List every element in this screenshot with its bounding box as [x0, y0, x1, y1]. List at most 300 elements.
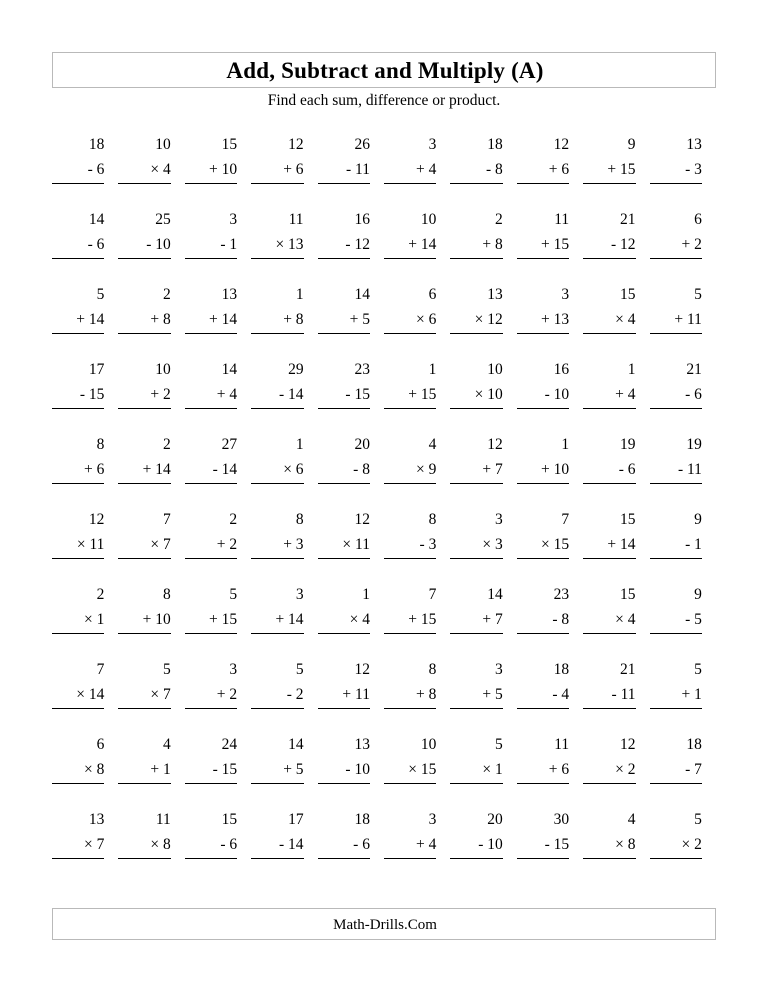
problem-cell [118, 732, 184, 807]
operator-operand-bottom: + 15 [384, 382, 436, 409]
operand-top: 5 [694, 811, 702, 828]
operand-top: 2 [494, 211, 503, 228]
operator-operand-bottom: + 15 [185, 607, 237, 634]
problem-cell [318, 807, 384, 882]
problem-cell [650, 207, 716, 282]
operand-top: 13 [221, 286, 238, 303]
problem-cell [251, 432, 317, 507]
operand-top: 14 [221, 361, 238, 378]
problem-cell [318, 357, 384, 432]
operand-top: 27 [221, 436, 238, 453]
operator-operand-bottom: × 2 [583, 757, 635, 784]
operator-operand-bottom: × 11 [52, 532, 104, 559]
problem-row [52, 657, 716, 732]
operand-top: 5 [494, 736, 503, 753]
problem-cell [583, 732, 649, 807]
operator-operand-bottom: + 8 [251, 307, 303, 334]
problem-cell [185, 207, 251, 282]
problem-cell [52, 282, 118, 357]
operator-operand-bottom: - 7 [650, 757, 702, 784]
operand-top: 14 [88, 211, 105, 228]
operator-operand-bottom: × 13 [251, 232, 303, 259]
operand-top: 12 [354, 511, 370, 528]
operand-top: 9 [694, 511, 702, 528]
operator-operand-bottom: + 7 [450, 607, 502, 634]
operand-top: 4 [163, 736, 171, 753]
operand-top: 1 [295, 436, 304, 453]
problem-cell [251, 357, 317, 432]
operator-operand-bottom: + 6 [517, 157, 569, 184]
operand-top: 5 [295, 661, 304, 678]
operator-operand-bottom: × 10 [450, 382, 502, 409]
operator-operand-bottom: - 8 [450, 157, 502, 184]
operand-top: 23 [354, 361, 370, 378]
operand-top: 2 [96, 586, 105, 603]
operator-operand-bottom: × 3 [450, 532, 502, 559]
operand-top: 3 [494, 661, 503, 678]
operand-top: 3 [428, 136, 437, 153]
operand-top: 14 [487, 586, 503, 603]
operand-top: 29 [288, 361, 304, 378]
operator-operand-bottom: + 1 [650, 682, 702, 709]
problem-cell [118, 507, 184, 582]
operator-operand-bottom: - 6 [185, 832, 237, 859]
operand-top: 13 [88, 811, 105, 828]
problem-cell [450, 732, 516, 807]
problem-cell [583, 807, 649, 882]
operand-top: 5 [96, 286, 105, 303]
problem-cell [318, 207, 384, 282]
problem-cell [650, 132, 716, 207]
operand-top: 8 [295, 511, 304, 528]
operand-top: 12 [553, 136, 570, 153]
operand-top: 1 [428, 361, 437, 378]
operator-operand-bottom: × 7 [118, 532, 170, 559]
problem-cell [185, 732, 251, 807]
operand-top: 18 [88, 136, 105, 153]
problem-row [52, 507, 716, 582]
operator-operand-bottom: + 5 [251, 757, 303, 784]
operator-operand-bottom: + 2 [118, 382, 170, 409]
operand-top: 1 [561, 436, 570, 453]
operand-top: 10 [420, 211, 437, 228]
problem-cell [384, 432, 450, 507]
operator-operand-bottom: × 15 [517, 532, 569, 559]
operator-operand-bottom: - 15 [318, 382, 370, 409]
operand-top: 6 [96, 736, 105, 753]
operator-operand-bottom: + 8 [450, 232, 502, 259]
operator-operand-bottom: - 15 [517, 832, 569, 859]
operator-operand-bottom: - 6 [52, 157, 104, 184]
problem-row [52, 807, 716, 882]
problem-cell [52, 432, 118, 507]
problem-cell [450, 657, 516, 732]
operator-operand-bottom: - 4 [517, 682, 569, 709]
problem-cell [318, 132, 384, 207]
operator-operand-bottom: + 5 [450, 682, 502, 709]
problem-cell [318, 582, 384, 657]
operator-operand-bottom: × 6 [251, 457, 303, 484]
operator-operand-bottom: - 6 [52, 232, 104, 259]
operand-top: 11 [554, 736, 570, 753]
operator-operand-bottom: - 12 [318, 232, 370, 259]
operator-operand-bottom: + 7 [450, 457, 502, 484]
operator-operand-bottom: - 14 [251, 382, 303, 409]
operator-operand-bottom: + 6 [52, 457, 104, 484]
problem-cell [384, 507, 450, 582]
problem-cell [517, 732, 583, 807]
operator-operand-bottom: + 4 [384, 832, 436, 859]
operator-operand-bottom: - 6 [650, 382, 702, 409]
problem-cell [52, 732, 118, 807]
problem-cell [650, 582, 716, 657]
problem-cell [52, 507, 118, 582]
operator-operand-bottom: - 6 [583, 457, 635, 484]
operator-operand-bottom: - 14 [185, 457, 237, 484]
problem-cell [517, 357, 583, 432]
operand-top: 19 [620, 436, 636, 453]
operator-operand-bottom: + 1 [118, 757, 170, 784]
operator-operand-bottom: + 2 [650, 232, 702, 259]
operand-top: 16 [553, 361, 570, 378]
problem-cell [52, 657, 118, 732]
operator-operand-bottom: × 7 [52, 832, 104, 859]
problem-cell [118, 657, 184, 732]
problem-cell [118, 207, 184, 282]
operator-operand-bottom: - 3 [384, 532, 436, 559]
problem-cell [318, 282, 384, 357]
operator-operand-bottom: + 4 [185, 382, 237, 409]
operand-top: 25 [155, 211, 171, 228]
operand-top: 2 [163, 436, 171, 453]
operand-top: 15 [221, 136, 238, 153]
operator-operand-bottom: + 6 [517, 757, 569, 784]
operand-top: 24 [221, 736, 238, 753]
operator-operand-bottom: × 12 [450, 307, 502, 334]
operator-operand-bottom: + 15 [583, 157, 635, 184]
operator-operand-bottom: + 14 [251, 607, 303, 634]
operator-operand-bottom: × 4 [318, 607, 370, 634]
operator-operand-bottom: - 1 [185, 232, 237, 259]
problem-cell [118, 807, 184, 882]
operand-top: 1 [362, 586, 370, 603]
problem-cell [384, 132, 450, 207]
operator-operand-bottom: × 9 [384, 457, 436, 484]
problem-cell [583, 432, 649, 507]
operator-operand-bottom: × 15 [384, 757, 436, 784]
operator-operand-bottom: + 14 [384, 232, 436, 259]
problem-cell [251, 282, 317, 357]
operator-operand-bottom: - 8 [318, 457, 370, 484]
operand-top: 3 [295, 586, 304, 603]
operand-top: 9 [694, 586, 702, 603]
operand-top: 18 [553, 661, 570, 678]
problem-cell [185, 582, 251, 657]
operand-top: 17 [288, 811, 304, 828]
operand-top: 1 [627, 361, 636, 378]
operand-top: 7 [428, 586, 437, 603]
footer-box [52, 908, 716, 940]
problem-cell [450, 432, 516, 507]
operand-top: 30 [553, 811, 570, 828]
problem-cell [650, 507, 716, 582]
operator-operand-bottom: + 5 [318, 307, 370, 334]
problem-cell [517, 432, 583, 507]
operator-operand-bottom: × 6 [384, 307, 436, 334]
operand-top: 12 [288, 136, 304, 153]
operand-top: 12 [487, 436, 503, 453]
problem-cell [185, 807, 251, 882]
problem-cell [118, 357, 184, 432]
operand-top: 1 [295, 286, 304, 303]
operator-operand-bottom: × 8 [583, 832, 635, 859]
operand-top: 8 [428, 511, 437, 528]
operator-operand-bottom: - 8 [517, 607, 569, 634]
problem-cell [251, 582, 317, 657]
problem-cell [318, 657, 384, 732]
problem-cell [517, 582, 583, 657]
problem-cell [251, 132, 317, 207]
operator-operand-bottom: + 6 [251, 157, 303, 184]
problem-row [52, 132, 716, 207]
operator-operand-bottom: × 2 [650, 832, 702, 859]
operator-operand-bottom: - 2 [251, 682, 303, 709]
operator-operand-bottom: × 4 [583, 307, 635, 334]
problem-cell [384, 207, 450, 282]
problem-cell [251, 507, 317, 582]
operator-operand-bottom: - 3 [650, 157, 702, 184]
problem-cell [52, 207, 118, 282]
operand-top: 3 [428, 811, 437, 828]
problem-cell [650, 732, 716, 807]
footer-attribution: Math-Drills.Com [333, 917, 437, 933]
operator-operand-bottom: - 15 [185, 757, 237, 784]
operand-top: 11 [288, 211, 304, 228]
problem-cell [251, 657, 317, 732]
operator-operand-bottom: + 14 [185, 307, 237, 334]
operand-top: 10 [420, 736, 437, 753]
problem-cell [384, 357, 450, 432]
problem-cell [318, 432, 384, 507]
problem-cell [650, 357, 716, 432]
problem-cell [384, 657, 450, 732]
operand-top: 11 [554, 211, 570, 228]
problem-row [52, 207, 716, 282]
operand-top: 23 [553, 586, 570, 603]
operand-top: 12 [354, 661, 370, 678]
operator-operand-bottom: - 12 [583, 232, 635, 259]
operand-top: 18 [354, 811, 370, 828]
problem-cell [251, 207, 317, 282]
operand-top: 15 [620, 286, 636, 303]
operand-top: 5 [694, 286, 702, 303]
operand-top: 15 [620, 586, 636, 603]
operator-operand-bottom: × 1 [450, 757, 502, 784]
operand-top: 21 [686, 361, 702, 378]
operand-top: 6 [694, 211, 702, 228]
operator-operand-bottom: × 7 [118, 682, 170, 709]
operator-operand-bottom: - 11 [650, 457, 702, 484]
operator-operand-bottom: × 4 [583, 607, 635, 634]
operator-operand-bottom: + 11 [650, 307, 702, 334]
operator-operand-bottom: + 3 [251, 532, 303, 559]
operator-operand-bottom: + 4 [583, 382, 635, 409]
problem-cell [52, 132, 118, 207]
problem-cell [318, 732, 384, 807]
operand-top: 6 [428, 286, 437, 303]
operator-operand-bottom: × 14 [52, 682, 104, 709]
problem-cell [517, 207, 583, 282]
problem-cell [251, 807, 317, 882]
operator-operand-bottom: + 10 [517, 457, 569, 484]
operand-top: 4 [428, 436, 437, 453]
operand-top: 20 [354, 436, 370, 453]
operator-operand-bottom: - 1 [650, 532, 702, 559]
operator-operand-bottom: + 10 [118, 607, 170, 634]
problem-cell [384, 582, 450, 657]
operand-top: 10 [487, 361, 503, 378]
problem-cell [650, 807, 716, 882]
operand-top: 10 [155, 361, 171, 378]
operand-top: 14 [354, 286, 370, 303]
operator-operand-bottom: + 15 [517, 232, 569, 259]
operand-top: 26 [354, 136, 370, 153]
problem-cell [251, 732, 317, 807]
operand-top: 3 [229, 661, 238, 678]
operator-operand-bottom: + 14 [52, 307, 104, 334]
instructions-text: Find each sum, difference or product. [267, 92, 501, 109]
problem-cell [450, 132, 516, 207]
operand-top: 12 [88, 511, 105, 528]
problem-cell [517, 132, 583, 207]
operand-top: 11 [155, 811, 171, 828]
operator-operand-bottom: - 10 [450, 832, 502, 859]
problem-cell [583, 657, 649, 732]
operator-operand-bottom: - 15 [52, 382, 104, 409]
operand-top: 4 [627, 811, 636, 828]
operand-top: 19 [686, 436, 702, 453]
problem-cell [583, 357, 649, 432]
operand-top: 17 [88, 361, 105, 378]
problem-cell [118, 132, 184, 207]
problem-cell [118, 432, 184, 507]
operator-operand-bottom: + 2 [185, 682, 237, 709]
problems-grid [52, 132, 716, 882]
problem-cell [384, 282, 450, 357]
operator-operand-bottom: - 10 [318, 757, 370, 784]
operator-operand-bottom: - 10 [517, 382, 569, 409]
operand-top: 3 [229, 211, 238, 228]
problem-cell [450, 582, 516, 657]
operand-top: 9 [627, 136, 636, 153]
operand-top: 5 [229, 586, 238, 603]
problem-cell [52, 357, 118, 432]
problem-cell [517, 282, 583, 357]
operator-operand-bottom: + 14 [583, 532, 635, 559]
operand-top: 13 [686, 136, 702, 153]
operand-top: 20 [487, 811, 503, 828]
operand-top: 3 [561, 286, 570, 303]
problem-cell [450, 282, 516, 357]
operator-operand-bottom: + 14 [118, 457, 170, 484]
operator-operand-bottom: × 4 [118, 157, 170, 184]
problem-cell [384, 807, 450, 882]
problem-row [52, 357, 716, 432]
operator-operand-bottom: + 8 [118, 307, 170, 334]
problem-cell [583, 507, 649, 582]
operator-operand-bottom: + 15 [384, 607, 436, 634]
problem-row [52, 432, 716, 507]
title-box [52, 52, 716, 88]
problem-cell [583, 582, 649, 657]
problem-cell [450, 807, 516, 882]
problem-cell [118, 582, 184, 657]
operand-top: 2 [163, 286, 171, 303]
operand-top: 13 [354, 736, 370, 753]
problem-cell [517, 657, 583, 732]
operator-operand-bottom: + 11 [318, 682, 370, 709]
problem-cell [185, 507, 251, 582]
operand-top: 8 [428, 661, 437, 678]
operator-operand-bottom: + 4 [384, 157, 436, 184]
operand-top: 21 [620, 211, 636, 228]
operand-top: 12 [620, 736, 636, 753]
problem-cell [52, 582, 118, 657]
problem-row [52, 282, 716, 357]
operator-operand-bottom: - 5 [650, 607, 702, 634]
problem-cell [118, 282, 184, 357]
problem-cell [517, 507, 583, 582]
problem-row [52, 582, 716, 657]
problem-cell [185, 132, 251, 207]
problem-cell [450, 507, 516, 582]
operator-operand-bottom: + 10 [185, 157, 237, 184]
operator-operand-bottom: + 2 [185, 532, 237, 559]
problem-cell [318, 507, 384, 582]
problem-cell [650, 657, 716, 732]
operator-operand-bottom: + 13 [517, 307, 569, 334]
page-title: Add, Subtract and Multiply (A) [226, 58, 544, 83]
problem-cell [185, 357, 251, 432]
operand-top: 15 [620, 511, 636, 528]
operand-top: 18 [686, 736, 702, 753]
problem-cell [185, 657, 251, 732]
operand-top: 7 [163, 511, 171, 528]
operator-operand-bottom: × 8 [52, 757, 104, 784]
operand-top: 5 [163, 661, 171, 678]
operator-operand-bottom: - 6 [318, 832, 370, 859]
problem-cell [185, 282, 251, 357]
operand-top: 2 [229, 511, 238, 528]
problem-cell [450, 207, 516, 282]
problem-cell [384, 732, 450, 807]
problem-cell [650, 282, 716, 357]
operator-operand-bottom: × 8 [118, 832, 170, 859]
operand-top: 8 [96, 436, 105, 453]
operand-top: 3 [494, 511, 503, 528]
operator-operand-bottom: - 11 [583, 682, 635, 709]
operator-operand-bottom: × 11 [318, 532, 370, 559]
problem-cell [650, 432, 716, 507]
operator-operand-bottom: - 10 [118, 232, 170, 259]
operator-operand-bottom: - 14 [251, 832, 303, 859]
problem-cell [583, 207, 649, 282]
problem-cell [185, 432, 251, 507]
operator-operand-bottom: × 1 [52, 607, 104, 634]
operand-top: 14 [288, 736, 304, 753]
problem-cell [517, 807, 583, 882]
operand-top: 15 [221, 811, 238, 828]
